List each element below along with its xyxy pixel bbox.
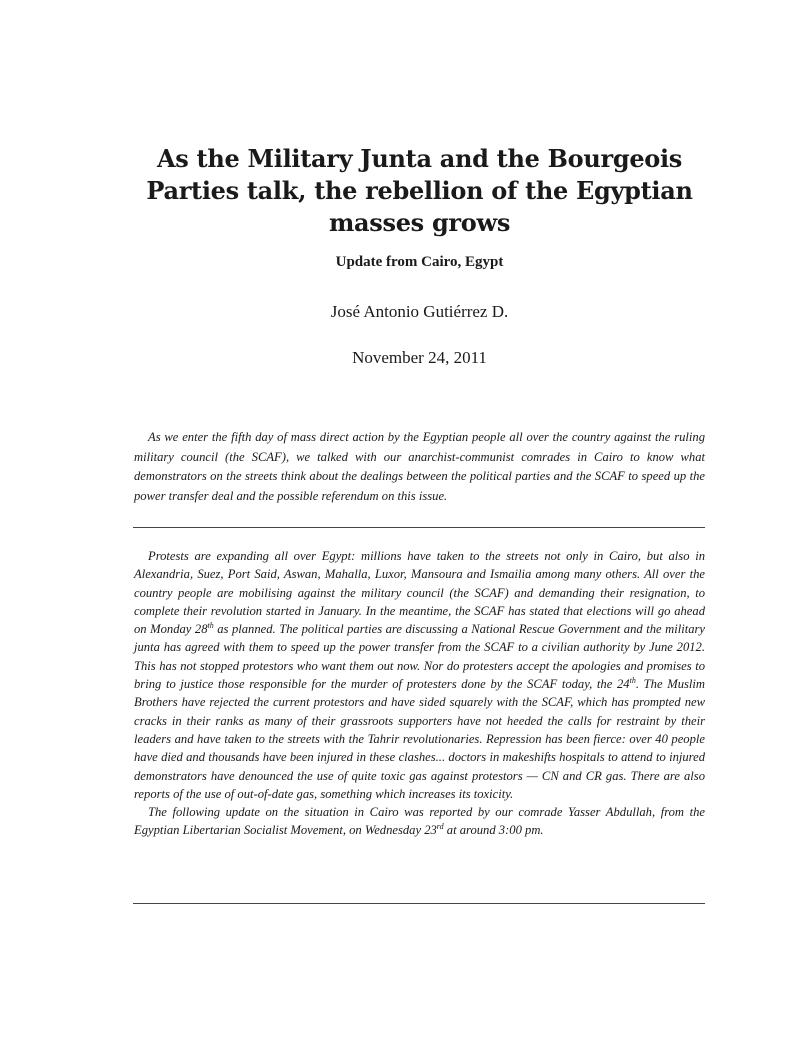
body-paragraph-1-part-1: Protests are expanding all over Egypt: millions have taken to the streets not only in Cairo, but also in Alexandria, Suez, Port Said, Aswan, Mahalla, Luxor, Mansoura and Ismailia among many others. All over the country people are mobilising against the military council (the SCAF) and demanding their resignation, to complete their revolution started in January. In the meantime, the SCAF has stated that elections will go ahead on Monday 28 xyxy=(134,549,705,637)
ordinal-suffix: rd xyxy=(436,822,444,832)
ordinal-suffix: th xyxy=(629,676,636,686)
abstract: As we enter the fifth day of mass direct action by the Egyptian people all over the country against the ruling military council (the SCAF), we talked with our anarchist-communist comrades in Cairo to know what demonstrators on the streets think about the dealings between the political parties and the SCAF to speed up the power transfer deal and the possible referendum on this issue. xyxy=(134,430,705,503)
publication-date: November 24, 2011 xyxy=(352,348,487,367)
body-text xyxy=(134,547,705,840)
body-paragraph-1-part-2: as planned. The political parties are discussing a National Rescue Government and the military junta has agreed with them to speed up the power transfer from the SCAF to a civilian authority by June 2012. This has not stopped protestors who want them out now. Nor do protesters accept the apologies and promises to bring to justice those responsible for the murder of protesters done by the SCAF today, the 24 xyxy=(134,622,705,692)
document-title: As the Military Junta and the Bourgeois Parties talk, the rebellion of the Egyptian masses grows xyxy=(146,144,693,237)
document-subtitle: Update from Cairo, Egypt xyxy=(335,254,504,270)
body-paragraph-1 xyxy=(134,547,705,803)
body-paragraph-1-part-3: . The Muslim Brothers have rejected the current protestors and have sided squarely with the SCAF, which has prompted new cracks in their ranks as many of their grassroots supporters have not heeded the calls for restraint by their leaders and have taken to the streets with the Tahrir revolutionaries. Repression has been fierce: over 40 people have died and thousands have been injured in these clashes... doctors in makeshifts hospitals to attend to injured demonstrators have denounced the use of quite toxic gas against protestors — CN and CR gas. There are also reports of the use of out-of-date gas, something which increases its toxicity. xyxy=(134,677,705,801)
author-name: José Antonio Gutiérrez D. xyxy=(330,302,509,321)
body-paragraph-2 xyxy=(134,803,705,840)
ordinal-suffix: th xyxy=(207,621,214,631)
divider-bottom xyxy=(133,903,705,904)
body-paragraph-2-part-2: at around 3:00 pm. xyxy=(443,823,544,838)
body-paragraph-2-part-1: The following update on the situation in Cairo was reported by our comrade Yasser Abdullah, from the Egyptian Libertarian Socialist Movement, on Wednesday 23 xyxy=(134,805,705,838)
divider-top xyxy=(133,527,705,528)
